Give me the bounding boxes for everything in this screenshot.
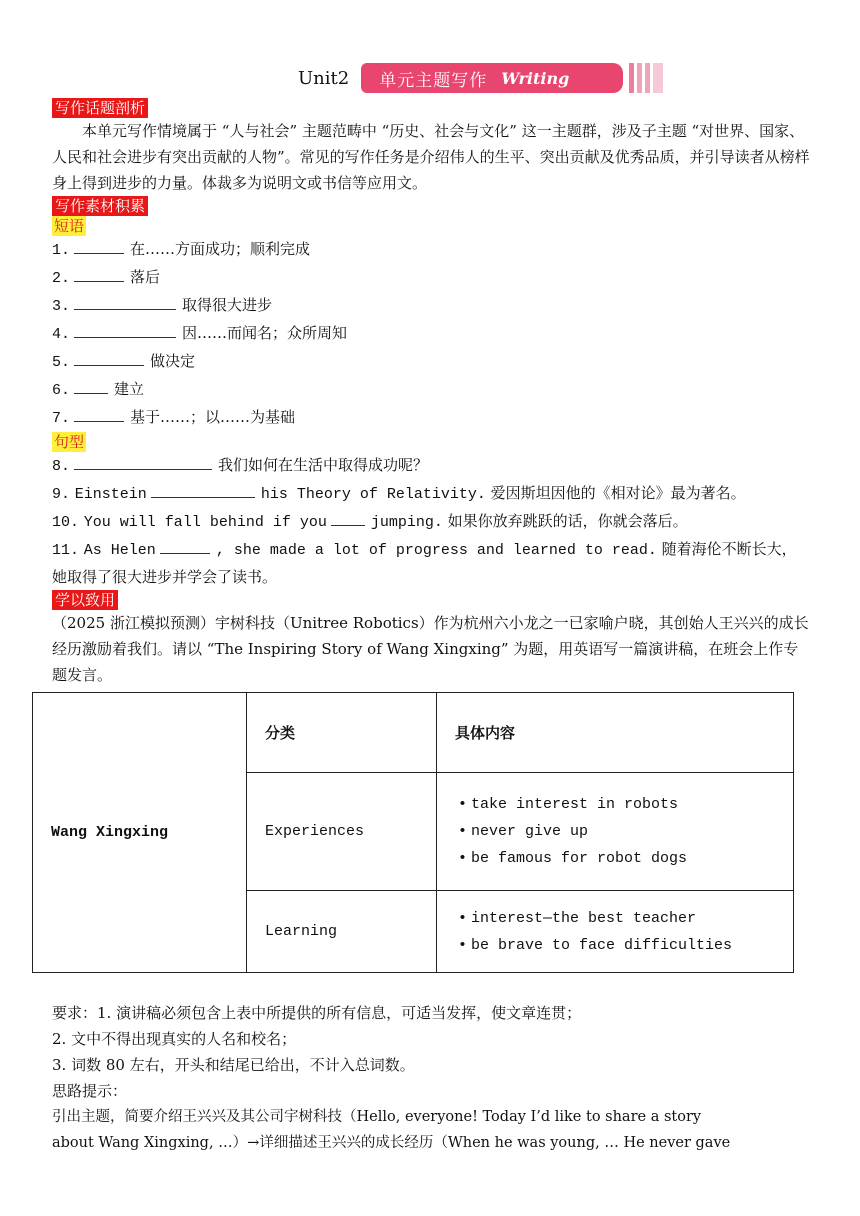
hint-line: about Wang Xingxing, …）→详细描述王兴兴的成长经历（When he was young, … He never gave xyxy=(52,1135,731,1151)
sentence-item: 11. As Helen , she made a lot of progress and learned to read. 随着海伦不断长大， xyxy=(52,536,812,564)
sentences-heading: 句型 xyxy=(54,433,85,451)
analysis-heading: 写作话题剖析 xyxy=(52,98,148,118)
requirements xyxy=(52,1000,812,1156)
analysis-text: 本单元写作情境属于 “人与社会” 主题范畴中 “历史、社会与文化” 这一主题群，涉及子主题 “对世界、国家、人民和社会进步有突出贡献的人物”。常见的写作任务是介绍伟人的生平、突出贡献及优秀品质，并引导读者从榜样身上得到进步的力量。体裁多为说明文或书信等应用文。 xyxy=(52,122,810,192)
table-header-category: 分类 xyxy=(247,693,437,773)
answer-blank[interactable] xyxy=(331,509,365,526)
phrase-item: 2. 落后 xyxy=(52,264,812,292)
hint-heading: 思路提示： xyxy=(52,1082,128,1100)
answer-blank[interactable] xyxy=(74,237,124,254)
banner-title-en: Writing xyxy=(501,68,570,88)
answer-blank[interactable] xyxy=(160,537,210,554)
banner-stripes xyxy=(629,63,666,93)
banner-title-cn: 单元主题写作 xyxy=(379,70,488,91)
practice-heading: 学以致用 xyxy=(52,590,118,610)
answer-blank[interactable] xyxy=(74,405,124,422)
phrases-heading: 短语 xyxy=(54,217,85,235)
sentence-item: 10. You will fall behind if you jumping. 如果你放弃跳跃的话，你就会落后。 xyxy=(52,508,812,536)
answer-blank[interactable] xyxy=(74,453,212,470)
answer-blank[interactable] xyxy=(74,265,124,282)
content-item: • take interest in robots xyxy=(458,791,792,818)
practice-text: （2025 浙江模拟预测）宇树科技（Unitree Robotics）作为杭州六小龙之一已家喻户晓，其创始人王兴兴的成长经历激励着我们。请以 “The Inspiring Story of Wang Xingxing” 为题，用英语写一篇演讲稿，在班会上作专题发言。 xyxy=(52,614,809,684)
answer-blank[interactable] xyxy=(151,481,255,498)
sentence-item: 8. 我们如何在生活中取得成功呢？ xyxy=(52,452,812,480)
hint-line: 引出主题，简要介绍王兴兴及其公司宇树科技（Hello, everyone! Today I’d like to share a story xyxy=(52,1109,702,1125)
phrase-item: 5. 做决定 xyxy=(52,348,812,376)
table-content xyxy=(437,773,794,891)
sentence-item-cont: 她取得了很大进步并学会了读书。 xyxy=(52,568,278,586)
content-item: • be famous for robot dogs xyxy=(458,845,792,872)
table-category: Experiences xyxy=(247,773,437,891)
phrase-item: 3. 取得很大进步 xyxy=(52,292,812,320)
answer-blank[interactable] xyxy=(74,293,176,310)
sentence-item: 9. Einstein his Theory of Relativity. 爱因斯坦因他的《相对论》最为著名。 xyxy=(52,480,812,508)
requirement-2: 2. 文中不得出现真实的人名和校名； xyxy=(52,1030,297,1048)
table-content xyxy=(437,891,794,973)
phrase-item: 1. 在……方面成功；顺利完成 xyxy=(52,236,812,264)
phrase-item: 7. 基于……；以……为基础 xyxy=(52,404,812,432)
answer-blank[interactable] xyxy=(74,377,108,394)
content-item: • never give up xyxy=(458,818,792,845)
unit-label: Unit2 xyxy=(298,67,350,89)
content-item: • be brave to face difficulties xyxy=(458,932,792,959)
table-person-name: Wang Xingxing xyxy=(33,693,247,973)
answer-blank[interactable] xyxy=(74,349,144,366)
section-banner xyxy=(361,63,623,93)
phrase-item: 6. 建立 xyxy=(52,376,812,404)
requirement-3: 3. 词数 80 左右，开头和结尾已给出，不计入总词数。 xyxy=(52,1056,415,1074)
document-body xyxy=(52,98,812,688)
answer-blank[interactable] xyxy=(74,321,176,338)
content-item: • interest—the best teacher xyxy=(458,905,792,932)
table-category: Learning xyxy=(247,891,437,973)
info-table xyxy=(32,692,794,973)
materials-heading: 写作素材积累 xyxy=(52,196,148,216)
table-header-content: 具体内容 xyxy=(437,693,794,773)
requirement-1: 要求：1. 演讲稿必须包含上表中所提供的所有信息，可适当发挥，使文章连贯； xyxy=(52,1004,582,1022)
unit-header xyxy=(298,62,666,94)
phrase-item: 4. 因……而闻名；众所周知 xyxy=(52,320,812,348)
